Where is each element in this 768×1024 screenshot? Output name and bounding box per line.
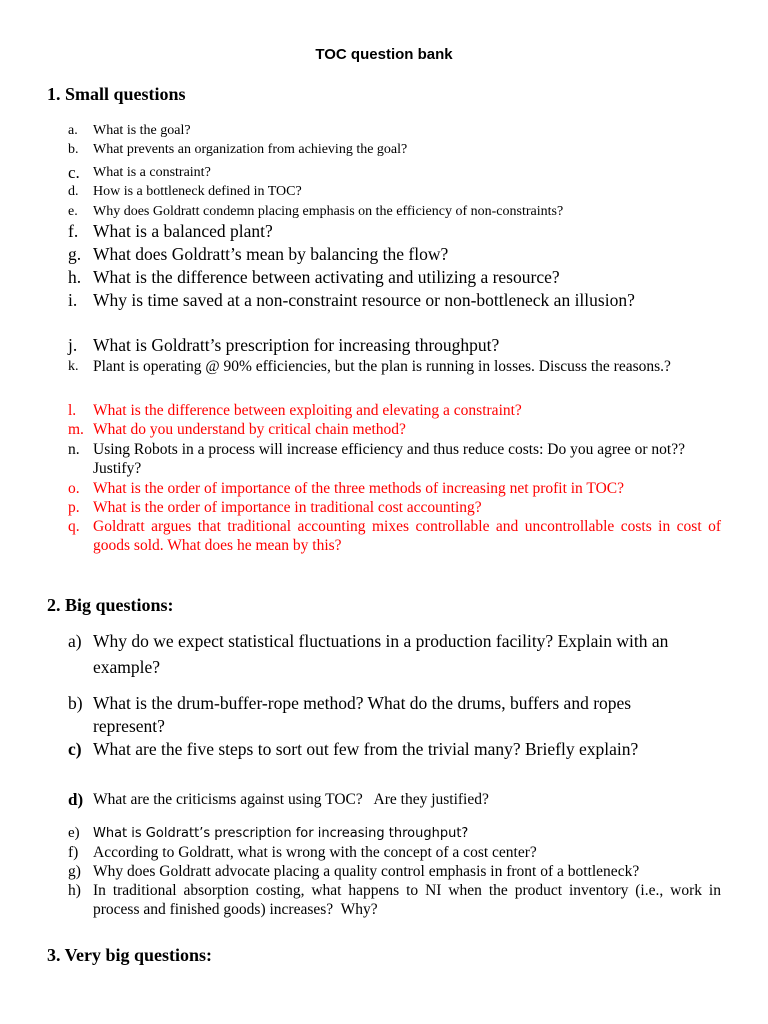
list-marker: p. [68, 499, 80, 516]
list-item-text: What is Goldratt’s prescription for increasing throughput? [93, 335, 500, 355]
list-item-text: What is the order of importance in traditional cost accounting? [93, 499, 482, 516]
list-marker: e) [68, 825, 80, 841]
list-marker: j. [68, 335, 78, 355]
list-marker: q. [68, 518, 80, 535]
list-marker: b. [68, 142, 79, 157]
page-title: TOC question bank [315, 46, 453, 63]
list-item-text: According to Goldratt, what is wrong with the concept of a cost center? [93, 844, 537, 861]
list-marker: g. [68, 244, 82, 264]
list-item-text: Plant is operating @ 90% efficiencies, but the plan is running in losses. Discuss the reasons.? [93, 358, 671, 375]
list-marker: k. [68, 359, 79, 374]
list-marker: n. [68, 441, 80, 458]
list-item-text: What does Goldratt’s mean by balancing the flow? [93, 244, 449, 264]
list-marker: h. [68, 267, 82, 287]
list-item-text: What is the difference between activating and utilizing a resource? [93, 267, 560, 287]
section-heading-small: 1. Small questions [47, 84, 186, 104]
list-item-text: What is the difference between exploiting and elevating a constraint? [93, 402, 522, 419]
section-heading-very-big: 3. Very big questions: [47, 945, 213, 965]
list-marker: c. [68, 163, 80, 182]
list-item-text: What is the goal? [93, 123, 191, 138]
list-marker: d) [68, 790, 84, 809]
list-marker: a. [68, 123, 78, 138]
list-marker: g) [68, 863, 81, 880]
list-marker: f. [68, 221, 79, 241]
list-marker: h) [68, 882, 81, 899]
list-marker: i. [68, 290, 78, 310]
list-item-text: What is the order of importance of the three methods of increasing net profit in TOC? [93, 480, 625, 497]
list-item-text: Why do we expect statistical fluctuations in a production facility? Explain with an example? [93, 631, 669, 677]
list-item-text: What is a constraint? [93, 165, 211, 180]
list-item-text: What are the five steps to sort out few from the trivial many? Briefly explain? [93, 739, 639, 759]
list-marker: a) [68, 631, 82, 651]
list-item-text: What is the drum-buffer-rope method? What do the drums, buffers and ropes represent? [93, 693, 632, 736]
list-item-text: Goldratt argues that traditional accounting mixes controllable and uncontrollable costs in cost of goods sold. What does he mean by this? [93, 518, 721, 554]
list-item-text: What do you understand by critical chain method? [93, 421, 406, 438]
list-marker: o. [68, 480, 80, 497]
list-marker: d. [68, 184, 79, 199]
list-marker: e. [68, 204, 78, 219]
list-item-text: What are the criticisms against using TOC? Are they justified? [93, 791, 489, 808]
list-item-text: Why does Goldratt condemn placing emphasis on the efficiency of non-constraints? [93, 204, 564, 219]
list-item-text: Why does Goldratt advocate placing a quality control emphasis in front of a bottleneck? [93, 863, 640, 880]
list-marker: f) [68, 844, 79, 861]
list-marker: c) [68, 739, 82, 759]
list-item-text: Using Robots in a process will increase efficiency and thus reduce costs: Do you agree or not?? Justify? [93, 441, 685, 477]
list-marker: b) [68, 693, 83, 713]
section-heading-big: 2. Big questions: [47, 595, 174, 615]
list-item-text: How is a bottleneck defined in TOC? [93, 184, 302, 199]
list-marker: l. [68, 402, 77, 419]
list-item-text: Why is time saved at a non-constraint resource or non-bottleneck an illusion? [93, 290, 635, 310]
list-marker: m. [68, 421, 84, 438]
list-item-text: In traditional absorption costing, what happens to NI when the product inventory (i.e., work in process and finished goods) increases? Why? [93, 882, 725, 918]
list-item-text: What is a balanced plant? [93, 221, 273, 241]
list-item-text: What is Goldratt’s prescription for increasing throughput? [93, 826, 469, 841]
list-item-text: What prevents an organization from achieving the goal? [93, 142, 408, 157]
